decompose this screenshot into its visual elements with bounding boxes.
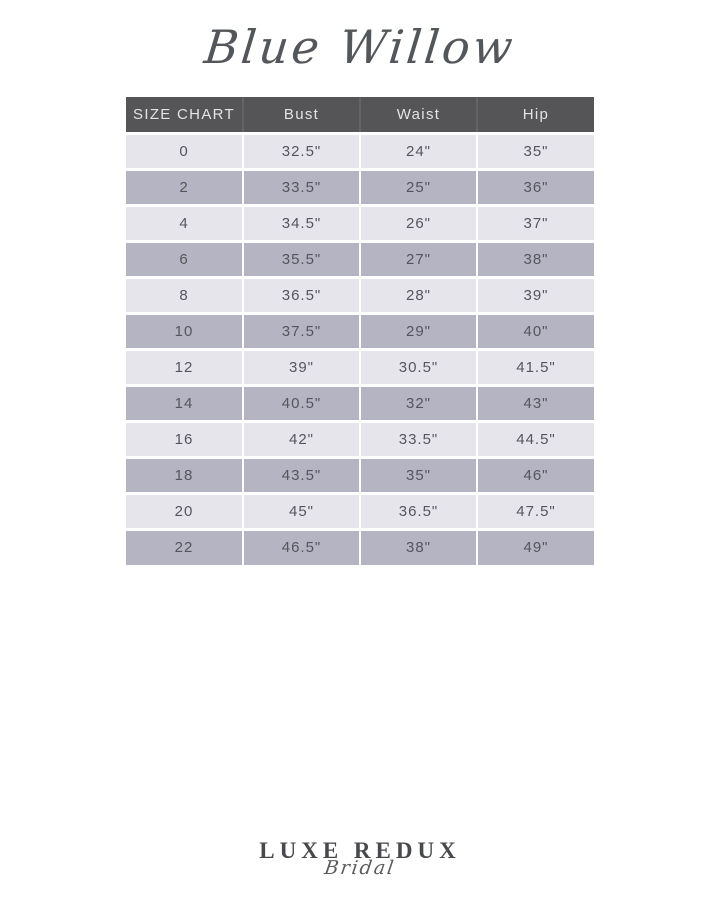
footer-logo — [0, 838, 720, 879]
measurement-cell: 40" — [477, 313, 594, 349]
table-row — [126, 205, 594, 241]
measurement-cell: 43.5" — [243, 457, 360, 493]
measurement-cell: 37" — [477, 205, 594, 241]
header-size-chart: SIZE CHART — [126, 97, 243, 133]
measurement-cell: 33.5" — [243, 169, 360, 205]
logo-luxe-redux: LUXE REDUX — [259, 838, 461, 863]
measurement-cell: 38" — [360, 529, 477, 565]
measurement-cell: 42" — [243, 421, 360, 457]
measurement-cell: 46.5" — [243, 529, 360, 565]
measurement-cell: 25" — [360, 169, 477, 205]
size-cell: 18 — [174, 466, 194, 484]
table-row — [126, 241, 594, 277]
measurement-cell: 38" — [477, 241, 594, 277]
size-cell: 20 — [174, 502, 194, 520]
measurement-cell: 32.5" — [243, 133, 360, 169]
brand-title: Blue Willow — [201, 20, 519, 74]
size-cell: 12 — [174, 358, 194, 376]
measurement-cell: 40.5" — [243, 385, 360, 421]
table-row — [126, 277, 594, 313]
logo-bridal-script: Bridal — [323, 857, 397, 879]
table-row — [126, 313, 594, 349]
measurement-cell: 46" — [477, 457, 594, 493]
measurement-cell: 35.5" — [243, 241, 360, 277]
table-row — [126, 385, 594, 421]
table-row — [126, 349, 594, 385]
measurement-cell: 26" — [360, 205, 477, 241]
size-cell: 8 — [179, 286, 189, 304]
measurement-cell: 36.5" — [243, 277, 360, 313]
measurement-cell: 30.5" — [360, 349, 477, 385]
measurement-cell: 49" — [477, 529, 594, 565]
header-hip: Hip — [477, 97, 594, 133]
size-chart-table — [126, 97, 594, 565]
size-cell: 10 — [174, 322, 194, 340]
measurement-cell: 37.5" — [243, 313, 360, 349]
size-cell: 22 — [174, 539, 194, 557]
measurement-cell: 44.5" — [477, 421, 594, 457]
measurement-cell: 24" — [360, 133, 477, 169]
size-cell: 0 — [179, 142, 189, 160]
header-bust: Bust — [243, 97, 360, 133]
measurement-cell: 29" — [360, 313, 477, 349]
measurement-cell: 39" — [243, 349, 360, 385]
measurement-cell: 36" — [477, 169, 594, 205]
size-cell: 4 — [179, 214, 189, 232]
measurement-cell: 34.5" — [243, 205, 360, 241]
measurement-cell: 36.5" — [360, 493, 477, 529]
measurement-cell: 43" — [477, 385, 594, 421]
table-row — [126, 457, 594, 493]
table-row — [126, 169, 594, 205]
measurement-cell: 47.5" — [477, 493, 594, 529]
table-row — [126, 529, 594, 565]
measurement-cell: 41.5" — [477, 349, 594, 385]
size-cell: 14 — [174, 394, 194, 412]
measurement-cell: 27" — [360, 241, 477, 277]
measurement-cell: 35" — [360, 457, 477, 493]
measurement-cell: 45" — [243, 493, 360, 529]
measurement-cell: 33.5" — [360, 421, 477, 457]
measurement-cell: 39" — [477, 277, 594, 313]
table-header-row — [126, 97, 594, 133]
header-waist: Waist — [360, 97, 477, 133]
size-cell: 16 — [174, 430, 194, 448]
table-row — [126, 493, 594, 529]
measurement-cell: 28" — [360, 277, 477, 313]
measurement-cell: 32" — [360, 385, 477, 421]
table-row — [126, 421, 594, 457]
size-cell: 2 — [179, 178, 189, 196]
table-row — [126, 133, 594, 169]
size-cell: 6 — [179, 250, 189, 268]
measurement-cell: 35" — [477, 133, 594, 169]
